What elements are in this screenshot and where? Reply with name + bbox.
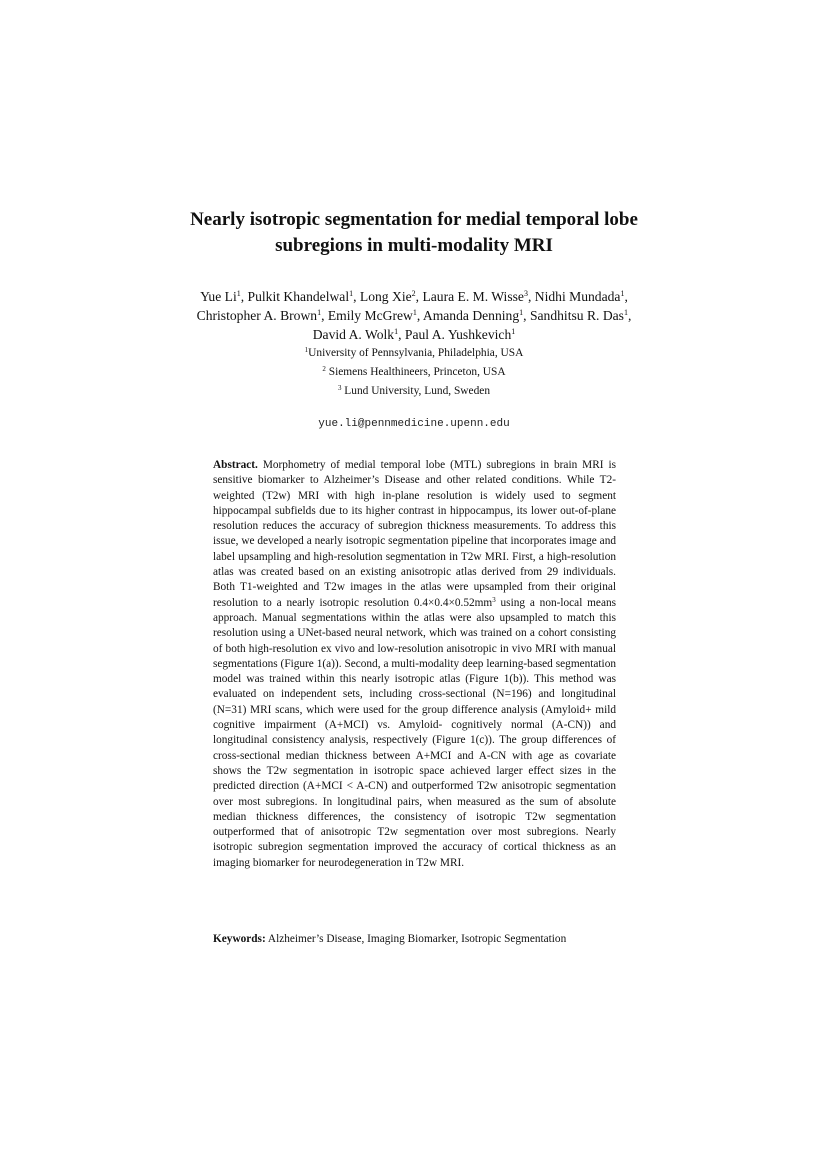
author-name: Christopher A. Brown [196,308,318,323]
author-separator: , [240,289,248,304]
affiliation-text: Siemens Healthineers, Princeton, USA [325,366,506,378]
author-separator: , [353,289,360,304]
abstract-text-part-1: Morphometry of medial temporal lobe (MTL) subregions in brain MRI is sensitive biomarker to Alzheimer’s Disease and other related conditions. While T2-weighted (T2w) MRI with high in-plane resolution is widely used to segment hippocampal subfields due to its higher contrast in hippocampus, its lower out-of-plane resolution reduces the accuracy of subregion thickness measurements. To address this issue, we developed a nearly isotropic segmentation pipeline that incorporates image and label upsampling and high-resolution segmentation in T2w MRI. First, a high-resolution atlas was created based on an existing anisotropic atlas derived from 29 individuals. Both T1-weighted and T2w images in the atlas were upsampled from their original resolution to a nearly isotropic resolution 0.4×0.4×0.52mm [213,459,616,609]
contact-email: yue.li@pennmedicine.upenn.edu [318,418,510,430]
author-list [170,287,658,344]
author-affiliation-mark: 1 [394,327,399,336]
author-affiliation-mark: 1 [349,289,354,298]
author-affiliation-mark: 1 [236,289,241,298]
keywords-label: Keywords: [213,933,266,945]
author-name: Emily McGrew [327,308,413,323]
affiliation-mark: 1 [304,346,309,354]
author-line-1 [170,287,658,306]
abstract-text-part-2: using a non-local means approach. Manual segmentations within the atlas were also upsampled to match this resolution using a UNet-based neural network, which was trained on a cohort consisting of both high-resolution ex vivo and low-resolution anisotropic in vivo MRI with manual segmentations (Figure 1(a)). Second, a multi-modality deep learning-based segmentation model was trained within this nearly isotropic atlas (Figure 1(b)). This method was evaluated on independent sets, including cross-sectional (N=196) and longitudinal (N=31) MRI scans, which were used for the group difference analysis (Amyloid+ mild cognitive impairment (A+MCI) vs. Amyloid- cognitively normal (A-CN)) and longitudinal consistency analysis, respectively (Figure 1(c)). The group differences of cross-sectional median thickness between A+MCI and A-CN with age as covariate shows the T2w segmentation in isotropic space achieved larger effect sizes in the predicted direction (A+MCI < A-CN) and outperformed T2w anisotropic segmentation over most subregions. In longitudinal pairs, when measured as the sum of absolute median thickness differences, the consistency of isotropic T2w segmentation outperformed that of anisotropic T2w segmentation over most subregions. Nearly isotropic subregion segmentation improved the accuracy of cortical thickness as an imaging biomarker for neurodegeneration in T2w MRI. [213,596,617,869]
author-affiliation-mark: 1 [620,289,625,298]
affiliation [0,382,828,401]
author-affiliation-mark: 1 [519,308,524,317]
author-name: Nidhi Mundada [534,289,621,304]
author-separator: , [527,289,535,304]
affiliation-mark: 3 [337,384,342,392]
author-line-3 [170,325,658,344]
abstract [213,458,616,871]
affiliation-text: Lund University, Lund, Sweden [341,385,491,397]
keywords [213,932,628,947]
author-affiliation-mark: 1 [317,308,322,317]
affiliation-list [0,344,828,401]
author-separator: , [627,308,632,323]
author-separator: , [415,289,423,304]
author-affiliation-mark: 1 [412,308,417,317]
affiliation-text: University of Pennsylvania, Philadelphia, USA [308,347,524,359]
author-affiliation-mark: 1 [511,327,516,336]
author-separator: , [416,308,423,323]
author-separator: , [624,289,628,304]
author-name: Pulkit Khandelwal [247,289,350,304]
author-name: Yue Li [200,289,237,304]
abstract-label: Abstract. [213,459,258,471]
author-separator: , [321,308,328,323]
title-line-1: Nearly isotropic segmentation for medial temporal lobe [190,209,638,230]
affiliation [0,363,828,382]
author-name: Sandhitsu R. Das [529,308,624,323]
abstract-superscript: 3 [492,595,496,604]
author-affiliation-mark: 2 [411,289,416,298]
author-name: Long Xie [359,289,412,304]
author-name: David A. Wolk [312,327,395,342]
title-line-2: subregions in multi-modality MRI [275,235,553,256]
affiliation-mark: 2 [322,365,326,373]
author-affiliation-mark: 1 [623,308,628,317]
author-affiliation-mark: 3 [523,289,528,298]
author-name: Amanda Denning [422,308,520,323]
author-name: Laura E. M. Wisse [422,289,524,304]
keywords-text: Alzheimer’s Disease, Imaging Biomarker, Isotropic Segmentation [265,933,567,945]
affiliation [0,344,828,363]
author-separator: , [523,308,530,323]
paper-title [0,207,828,259]
author-name: Paul A. Yushkevich [404,327,512,342]
author-line-2 [170,306,658,325]
author-separator: , [398,327,405,342]
